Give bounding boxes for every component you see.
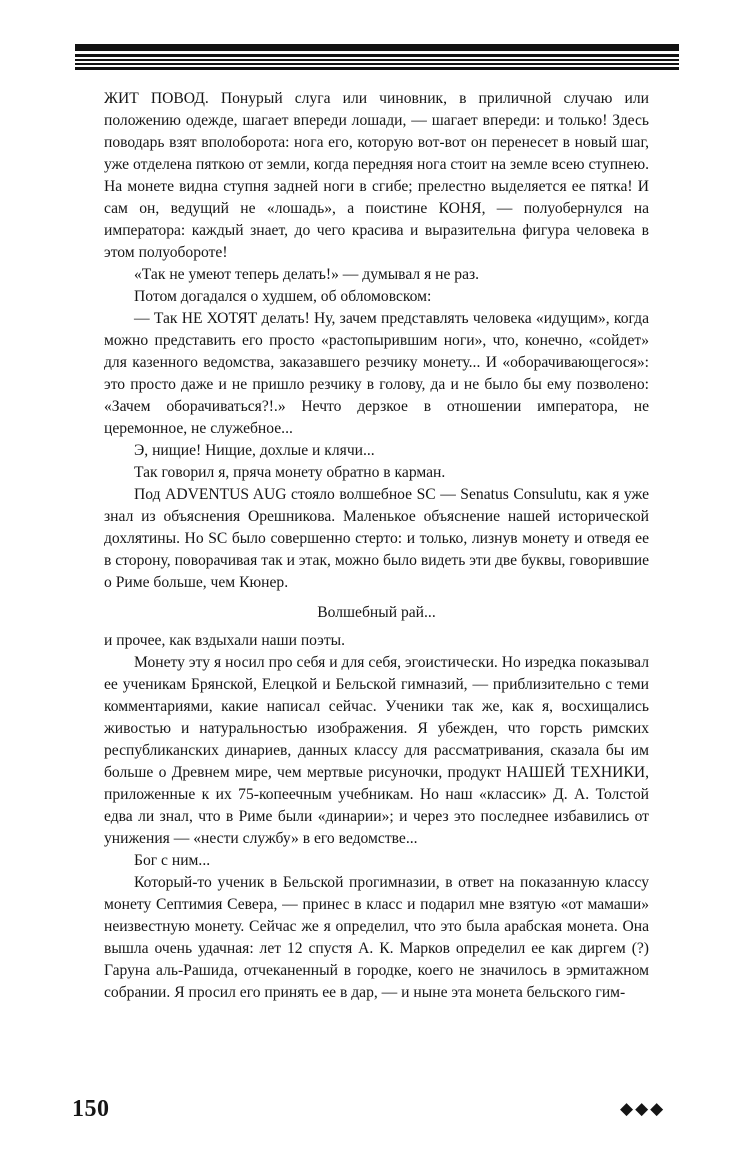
page-number: 150 xyxy=(72,1096,110,1122)
paragraph: Который-то ученик в Бельской прогимназии, в ответ на показанную классу монету Септимия Севера, — принес в класс и подарил мне взятую «от мамаши» неизвестную монету. Сейчас же я определил, что это была арабская монета. Она вышла очень удачная: лет 12 спустя А. К. Марков определил ее как диргем (?) Гаруна аль-Рашида, отчеканенный в городке, коего не значилось в эрмитажном собрании. Я просил его принять ее в дар, — и ныне эта монета бельского гим- xyxy=(104,874,649,1001)
paragraph: — Так НЕ ХОТЯТ делать! Ну, зачем представлять человека «идущим», когда можно представить его просто «растопырившим ноги», что, конечно, «сойдет» для казенного ведомства, заказавшего резчику монету... И «оборачивающегося»: это просто даже и не пришло резчику в голову, да и не было бы ему позволено: «Зачем оборачиваться?!.» Нечто дерзкое в отношении императора, не церемонное, не служебное... xyxy=(104,310,649,437)
paragraph: и прочее, как вздыхали наши поэты. xyxy=(104,632,346,649)
paragraph: Бог с ним... xyxy=(134,852,211,869)
paragraph: Так говорил я, пряча монету обратно в карман. xyxy=(134,464,446,481)
paragraph: Э, нищие! Нищие, дохлые и клячи... xyxy=(134,442,375,459)
paragraph: «Так не умеют теперь делать!» — думывал я не раз. xyxy=(134,266,480,283)
paragraph: Под ADVENTUS AUG стояло волшебное SC — Senatus Consulutu, как я уже знал из объяснения Орешникова. Маленькое объяснение нашей исторической дохлятины. Но SC было совершенно стерто: и только, лизнув монету и отведя ее в сторону, поворачивая так и этак, можно было видеть эти две буквы, говорившие о Риме больше, чем Кюнер. xyxy=(104,486,649,591)
centered-line: Волшебный рай... xyxy=(317,604,436,621)
header-rule xyxy=(75,44,679,70)
diamond-ornament-icon: ◆◆◆ xyxy=(620,1099,666,1118)
body-text xyxy=(104,88,649,1004)
paragraph: Потом догадался о худшем, об обломовском: xyxy=(134,288,432,305)
paragraph: ЖИТ ПОВОД. Понурый слуга или чиновник, в приличной случаю или положению одежде, шагает впереди лошади, — шагает впереди: и только! Здесь поводарь взят вполоборота: нога его, которую вот-вот он перенесет в новый шаг, уже отделена пяткою от земли, когда передняя нога стоит на земле всею ступнею. На монете видна ступня задней ноги в сгибе; прелестно выделяется ее пятка! И сам он, ведущий не «лошадь», а поистине КОНЯ, — полуобернулся на императора: каждый знает, до чего красива и выразительна фигура человека в этом полуобороте! xyxy=(104,90,649,261)
paragraph: Монету эту я носил про себя и для себя, эгоистически. Но изредка показывал ее ученикам Брянской, Елецкой и Бельской гимназий, — приблизительно с теми комментариями, какие написал сейчас. Ученики так же, как я, восхищались живостью и натуральностью изображения. Я убежден, что горсть римских республиканских динариев, данных классу для рассматривания, сказала бы им больше о Древнем мире, чем мертвые рисуночки, продукт НАШЕЙ ТЕХНИКИ, приложенные к их 75-копеечным учебникам. Но наш «классик» Д. А. Толстой едва ли знал, что в Риме были «динарии»; и через это последнее избавились от унижения — «нести службу» в его ведомстве... xyxy=(104,654,649,847)
